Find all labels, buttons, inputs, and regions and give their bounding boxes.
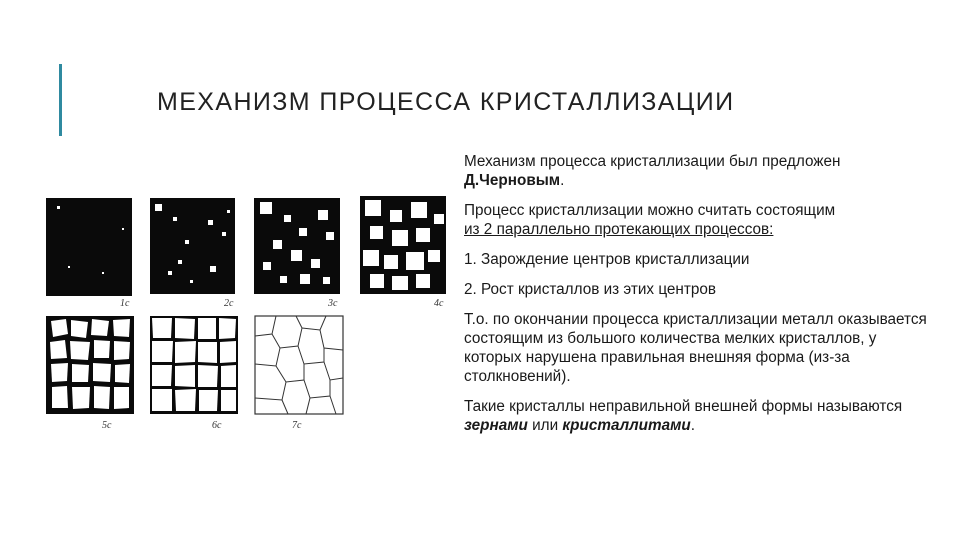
crystallization-stages-diagram xyxy=(40,188,444,440)
label-2c: 2с xyxy=(224,298,234,309)
slide-body xyxy=(464,152,934,446)
title-accent-bar xyxy=(59,64,62,136)
term-crystallites: кристаллитами xyxy=(562,417,691,434)
panel-4c xyxy=(360,196,446,294)
paragraph-step-2: 2. Рост кристаллов из этих центров xyxy=(464,281,717,298)
panel-6c xyxy=(150,316,238,414)
paragraph-result: Т.о. по окончании процесса кристаллизации металл оказывается состоящим из большого количества мелких кристаллов, у которых нарушена правильная внешняя форма (из-за столкновений). xyxy=(464,311,927,385)
panel-5c xyxy=(46,316,134,414)
label-4c: 4с xyxy=(434,298,444,309)
label-7c: 7с xyxy=(292,420,302,431)
paragraph-author: Механизм процесса кристаллизации был предложен Д.Черновым. xyxy=(464,153,841,189)
term-grains: зернами xyxy=(464,417,528,434)
label-6c: 6с xyxy=(212,420,222,431)
crystallization-stages-figure xyxy=(40,188,444,440)
paragraph-step-1: 1. Зарождение центров кристаллизации xyxy=(464,251,750,268)
label-1c: 1с xyxy=(120,298,130,309)
paragraph-processes: Процесс кристаллизации можно считать состоящим из 2 параллельно протекающих процессов: xyxy=(464,202,836,238)
label-5c: 5с xyxy=(102,420,112,431)
panel-2c xyxy=(150,198,235,294)
author-name: Д.Черновым xyxy=(464,172,561,189)
paragraph-definition: Такие кристаллы неправильной внешней формы называются зернами или кристаллитами. xyxy=(464,398,903,434)
label-3c: 3с xyxy=(328,298,338,309)
panel-1c xyxy=(46,198,132,296)
panel-3c xyxy=(254,198,340,294)
panel-7c xyxy=(255,316,343,414)
slide-title: МЕХАНИЗМ ПРОЦЕССА КРИСТАЛЛИЗАЦИИ xyxy=(157,88,735,116)
